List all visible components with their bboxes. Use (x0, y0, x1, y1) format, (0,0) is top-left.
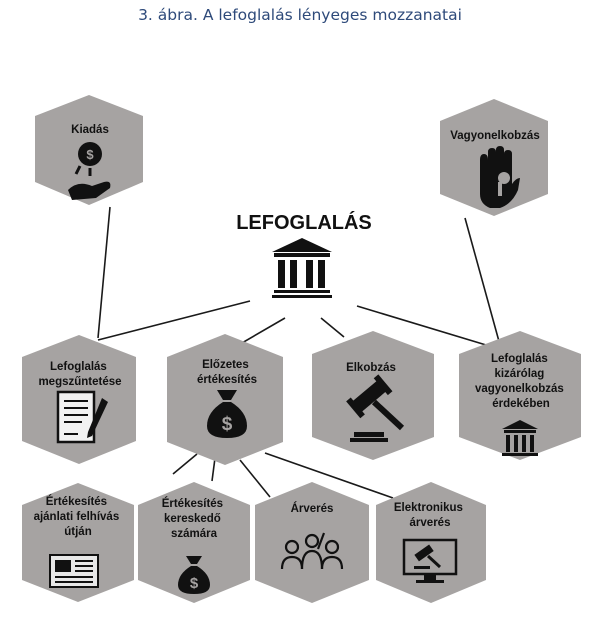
bank-icon (272, 238, 332, 298)
label-elkobzas: Elkobzás (346, 362, 396, 374)
hex-elektronikus (376, 482, 486, 603)
label-elozetes: Előzetes értékesítés (196, 359, 258, 386)
label-kereskedo: Értékesítés kereskedő számára (161, 498, 224, 540)
label-ajanlati: Értékesítés ajánlati felhívás útján (33, 496, 120, 538)
label-vagyonelkobzas: Vagyonelkobzás (450, 130, 540, 142)
label-kiadas: Kiadás (71, 124, 109, 136)
figure-caption: 3. ábra. A lefoglalás lényeges mozzanatai (138, 6, 462, 24)
svg-text:$: $ (189, 575, 199, 592)
svg-text:$: $ (86, 147, 94, 162)
hex-arveres (255, 482, 369, 603)
newspaper-icon (50, 555, 98, 587)
label-kizarolag: Lefoglalás kizárólag vagyonelkobzás érdekében (474, 353, 564, 410)
label-arveres: Árverés (290, 503, 334, 515)
label-elektronikus: Elektronikus árverés (393, 502, 463, 529)
hex-kizarolag (459, 331, 581, 460)
label-megszuntetese: Lefoglalás megszűntetése (38, 361, 122, 388)
center-title: LEFOGLALÁS (236, 212, 372, 234)
svg-text:$: $ (221, 414, 233, 435)
